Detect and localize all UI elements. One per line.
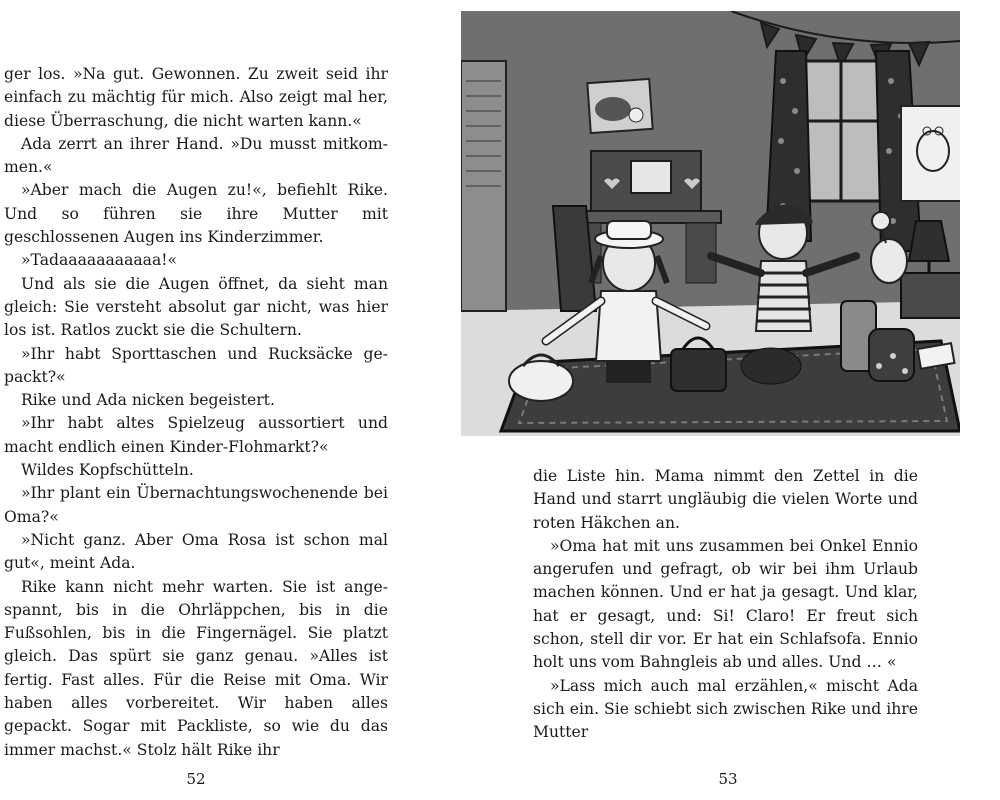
paragraph: die Liste hin. Mama nimmt den Zettel in die Hand und starrt ungläubig die vielen Worte und roten Häkchen an.: [533, 467, 918, 532]
paragraph: »Nicht ganz. Aber Oma Rosa ist schon mal gut«, meint Ada.: [4, 530, 388, 573]
illustration: [461, 11, 960, 436]
paragraph: Ada zerrt an ihrer Hand. »Du musst mitkommen.«: [4, 134, 388, 177]
paragraph: Rike kann nicht mehr warten. Sie ist angespannt, bis in die Ohrläppchen, bis in die Fußsohlen, bis in die Fingernägel. Sie platzt gleich. Das spürt sie ganz genau. »Alles ist fertig. Fast alles. Für die Reise mit Oma. Wir haben alles vorbereitet. Wir haben alles gepackt. Sogar mit Packliste, so wie du das immer machst.« Stolz hält Rike ihr: [4, 577, 388, 759]
paragraph: Wildes Kopfschütteln.: [21, 461, 194, 480]
turtle-poster: [587, 79, 652, 133]
left-page-text: [4, 63, 388, 762]
paragraph: »Ihr plant ein Übernachtungswochenende bei Oma?«: [4, 484, 388, 526]
window: [801, 61, 881, 201]
paragraph: Und als sie die Augen öffnet, da sieht man gleich: Sie versteht absolut gar nicht, was hier los ist. Ratlos zuckt sie die Schultern.: [4, 274, 388, 340]
paragraph: »Ihr habt altes Spielzeug aussortiert und macht endlich einen Kinder-Flohmarkt?«: [4, 414, 388, 456]
kids-room-illustration: [461, 11, 960, 436]
page-number: 52: [186, 770, 206, 788]
paragraph: Rike und Ada nicken begeistert.: [21, 391, 275, 410]
paragraph: »Ihr habt Sporttaschen und Rucksäcke gepackt?«: [4, 344, 388, 386]
paragraph: »Aber mach die Augen zu!«, befiehlt Rike. Und so führen sie ihre Mutter mit geschlossenen Augen ins Kinderzimmer.: [4, 181, 388, 247]
paragraph: »Oma hat mit uns zusammen bei Onkel Ennio angerufen und gefragt, ob wir bei ihm Urlaub machen können. Und er hat ja gesagt. Und klar, hat er gesagt, und: Si! Claro! Er freut sich schon, stell dir vor. Er hat ein Schlafsofa. Ennio holt uns vom Bahngleis ab und alles. Und … «: [533, 536, 918, 672]
right-page-text: [533, 465, 918, 745]
hamster-poster: [901, 106, 960, 201]
paragraph: »Lass mich auch mal erzählen,« mischt Ada sich ein. Sie schiebt sich zwischen Rike und ihre Mutter: [533, 676, 918, 742]
paragraph: »Tadaaaaaaaaaaa!«: [21, 251, 178, 270]
door: [461, 61, 506, 311]
paragraph: ger los. »Na gut. Gewonnen. Zu zweit seid ihr einfach zu mächtig für mich. Also zeigt mal her, diese Überraschung, die nicht warten kann.«: [4, 65, 388, 130]
right-page: [500, 0, 1000, 800]
page-number: 53: [718, 770, 738, 788]
